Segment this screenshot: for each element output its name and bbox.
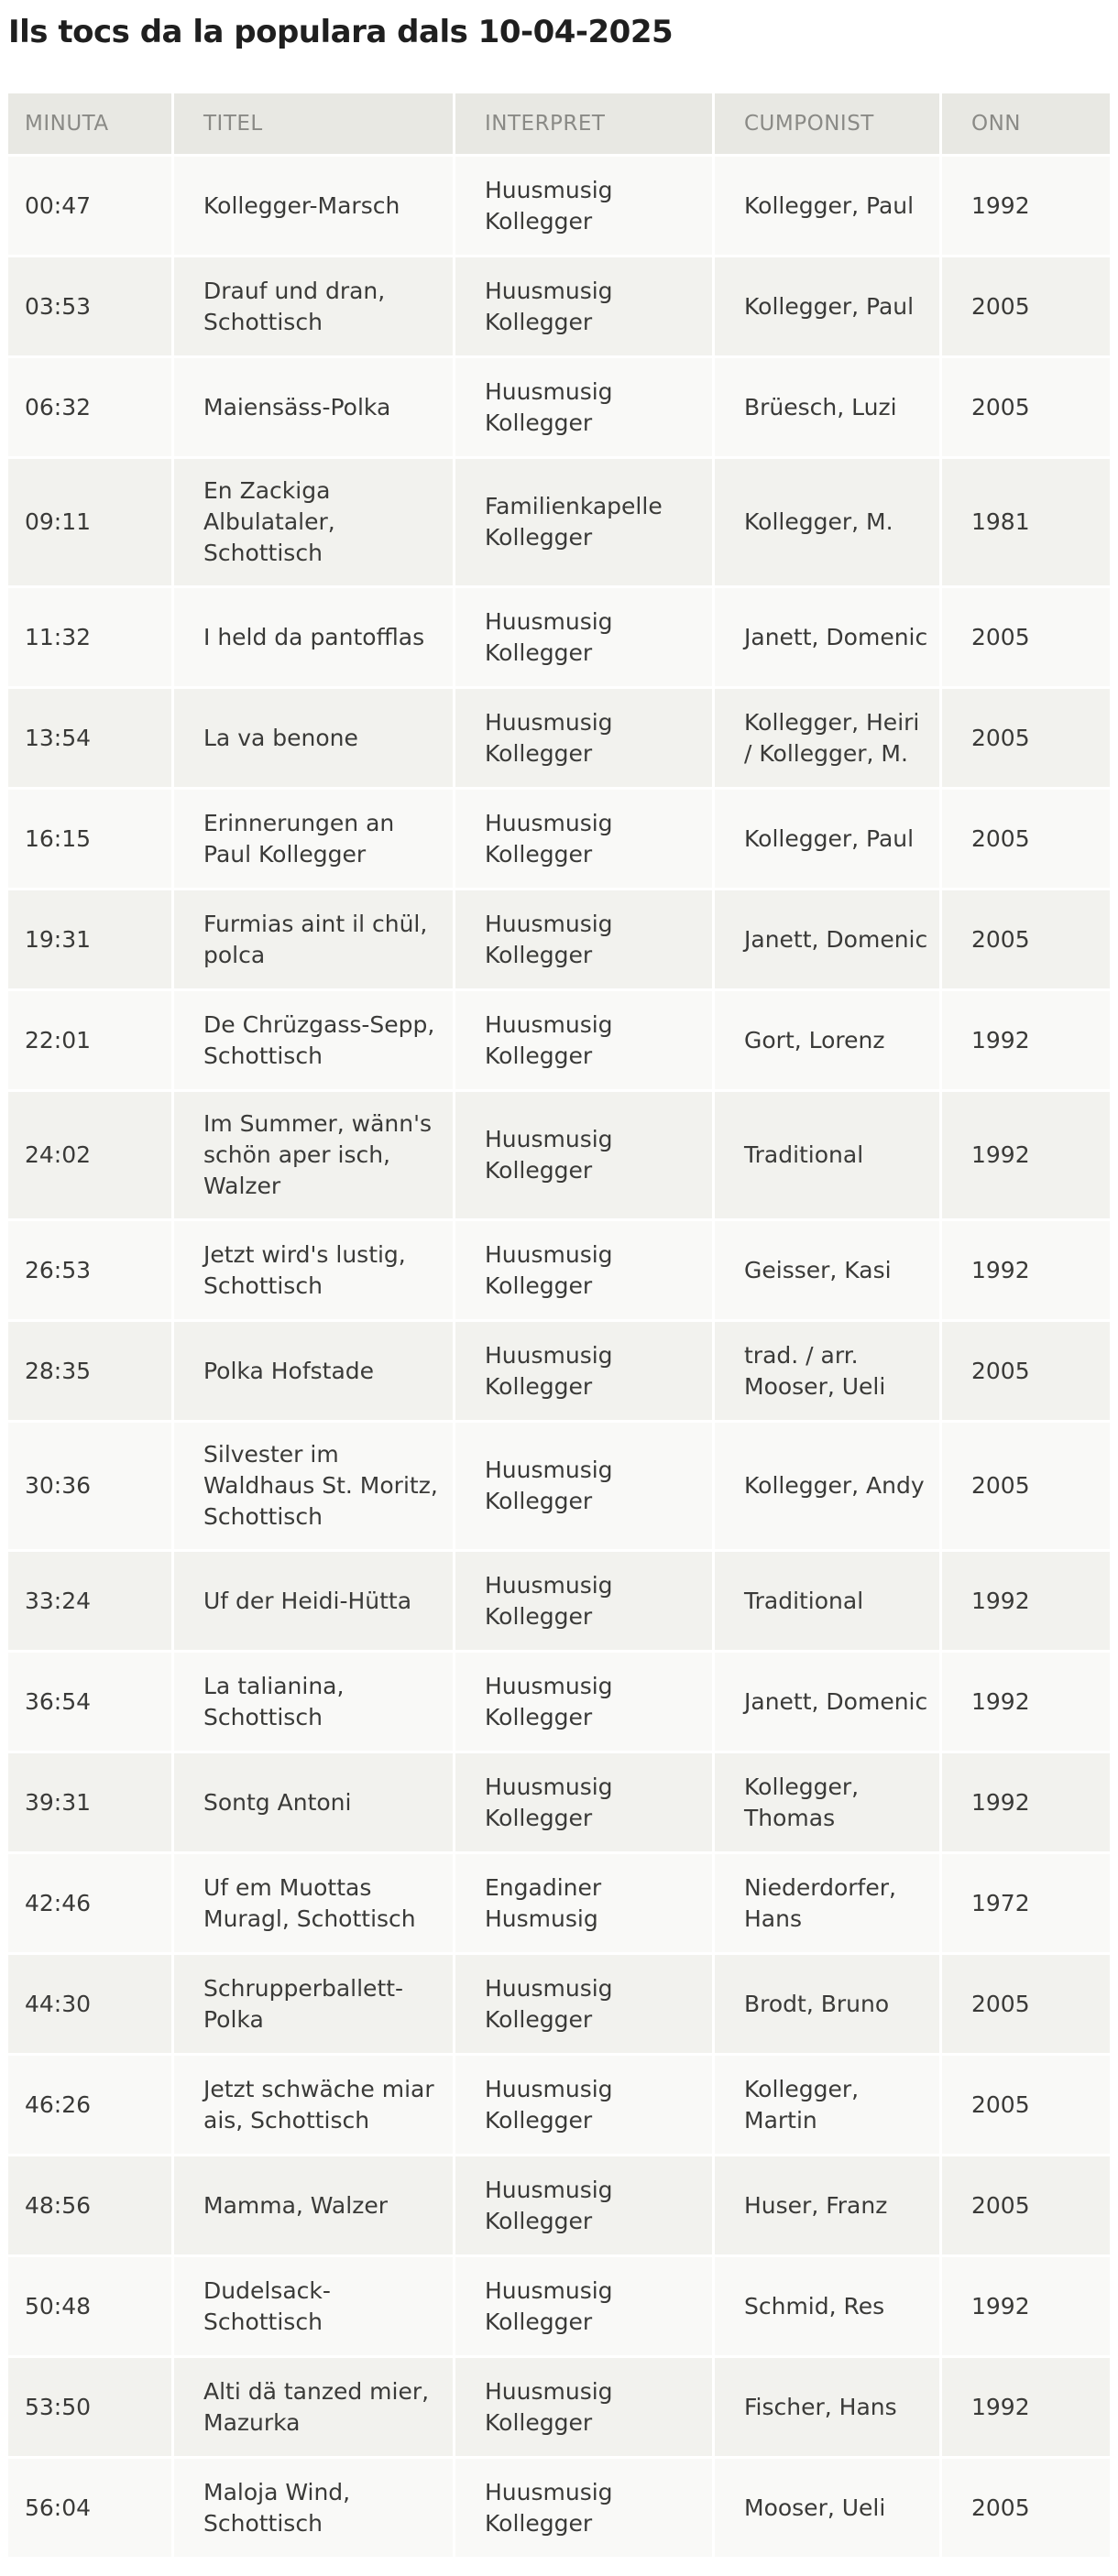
cell-cumponist: Traditional bbox=[715, 1089, 942, 1218]
cell-interpret: Huusmusig Kollegger bbox=[455, 2254, 715, 2355]
page-title: Ils tocs da la populara dals 10-04-2025 bbox=[8, 14, 674, 50]
table-row bbox=[8, 1420, 1110, 1549]
column-header-titel: TITEL bbox=[174, 93, 455, 154]
cell-titel: Im Summer, wänn's schön aper isch, Walzer bbox=[174, 1089, 455, 1218]
column-header-onn: ONN bbox=[942, 93, 1110, 154]
cell-onn: 2005 bbox=[942, 2456, 1110, 2557]
cell-onn: 1992 bbox=[942, 988, 1110, 1089]
cell-titel: Mamma, Walzer bbox=[174, 2154, 455, 2254]
cell-minuta: 56:04 bbox=[8, 2456, 174, 2557]
table-row bbox=[8, 1751, 1110, 1851]
table-body bbox=[8, 154, 1110, 2557]
cell-interpret: Huusmusig Kollegger bbox=[455, 1650, 715, 1751]
table-row bbox=[8, 1089, 1110, 1218]
cell-titel: Kollegger-Marsch bbox=[174, 154, 455, 255]
cell-cumponist: Kollegger, Andy bbox=[715, 1420, 942, 1549]
cell-onn: 1992 bbox=[942, 1650, 1110, 1751]
cell-interpret: Huusmusig Kollegger bbox=[455, 2456, 715, 2557]
cell-cumponist: Huser, Franz bbox=[715, 2154, 942, 2254]
table-row bbox=[8, 1549, 1110, 1650]
cell-titel: La va benone bbox=[174, 686, 455, 787]
cell-titel: Jetzt schwäche miar ais, Schottisch bbox=[174, 2053, 455, 2154]
cell-minuta: 36:54 bbox=[8, 1650, 174, 1751]
cell-minuta: 46:26 bbox=[8, 2053, 174, 2154]
table-row bbox=[8, 686, 1110, 787]
cell-cumponist: Janett, Domenic bbox=[715, 888, 942, 988]
cell-interpret: Huusmusig Kollegger bbox=[455, 2053, 715, 2154]
table-row bbox=[8, 1851, 1110, 1952]
cell-titel: Furmias aint il chül, polca bbox=[174, 888, 455, 988]
table-row bbox=[8, 2053, 1110, 2154]
cell-onn: 1992 bbox=[942, 2355, 1110, 2456]
cell-interpret: Huusmusig Kollegger bbox=[455, 1319, 715, 1420]
table-row bbox=[8, 1319, 1110, 1420]
cell-interpret: Huusmusig Kollegger bbox=[455, 988, 715, 1089]
cell-minuta: 30:36 bbox=[8, 1420, 174, 1549]
table-row bbox=[8, 787, 1110, 888]
cell-minuta: 03:53 bbox=[8, 255, 174, 355]
column-header-interpret: INTERPRET bbox=[455, 93, 715, 154]
table-row bbox=[8, 2254, 1110, 2355]
cell-titel: Polka Hofstade bbox=[174, 1319, 455, 1420]
cell-minuta: 11:32 bbox=[8, 585, 174, 686]
cell-cumponist: Niederdorfer, Hans bbox=[715, 1851, 942, 1952]
cell-titel: Alti dä tanzed mier, Mazurka bbox=[174, 2355, 455, 2456]
cell-interpret: Familienkapelle Kollegger bbox=[455, 456, 715, 585]
cell-titel: Sontg Antoni bbox=[174, 1751, 455, 1851]
cell-onn: 1992 bbox=[942, 154, 1110, 255]
cell-minuta: 22:01 bbox=[8, 988, 174, 1089]
cell-cumponist: Kollegger, Heiri / Kollegger, M. bbox=[715, 686, 942, 787]
cell-minuta: 48:56 bbox=[8, 2154, 174, 2254]
column-header-cumponist: CUMPONIST bbox=[715, 93, 942, 154]
playlist-table bbox=[8, 93, 1110, 2557]
cell-onn: 2005 bbox=[942, 255, 1110, 355]
cell-interpret: Huusmusig Kollegger bbox=[455, 355, 715, 456]
cell-titel: Maloja Wind, Schottisch bbox=[174, 2456, 455, 2557]
cell-titel: Uf der Heidi-Hütta bbox=[174, 1549, 455, 1650]
cell-interpret: Engadiner Husmusig bbox=[455, 1851, 715, 1952]
cell-interpret: Huusmusig Kollegger bbox=[455, 1952, 715, 2053]
table-header bbox=[8, 93, 1110, 154]
cell-interpret: Huusmusig Kollegger bbox=[455, 686, 715, 787]
cell-interpret: Huusmusig Kollegger bbox=[455, 1218, 715, 1319]
cell-minuta: 19:31 bbox=[8, 888, 174, 988]
cell-minuta: 24:02 bbox=[8, 1089, 174, 1218]
cell-cumponist: Traditional bbox=[715, 1549, 942, 1650]
cell-onn: 2005 bbox=[942, 787, 1110, 888]
cell-interpret: Huusmusig Kollegger bbox=[455, 154, 715, 255]
cell-minuta: 53:50 bbox=[8, 2355, 174, 2456]
cell-interpret: Huusmusig Kollegger bbox=[455, 1089, 715, 1218]
cell-titel: I held da pantofflas bbox=[174, 585, 455, 686]
cell-cumponist: Janett, Domenic bbox=[715, 1650, 942, 1751]
cell-cumponist: Kollegger, Martin bbox=[715, 2053, 942, 2154]
table-row bbox=[8, 2456, 1110, 2557]
cell-onn: 2005 bbox=[942, 2053, 1110, 2154]
cell-onn: 2005 bbox=[942, 355, 1110, 456]
table-row bbox=[8, 2355, 1110, 2456]
cell-titel: Silvester im Waldhaus St. Moritz, Schottisch bbox=[174, 1420, 455, 1549]
cell-cumponist: Kollegger, Paul bbox=[715, 787, 942, 888]
cell-minuta: 16:15 bbox=[8, 787, 174, 888]
cell-onn: 2005 bbox=[942, 2154, 1110, 2254]
table-row bbox=[8, 355, 1110, 456]
cell-interpret: Huusmusig Kollegger bbox=[455, 585, 715, 686]
cell-interpret: Huusmusig Kollegger bbox=[455, 255, 715, 355]
cell-cumponist: Fischer, Hans bbox=[715, 2355, 942, 2456]
cell-onn: 2005 bbox=[942, 888, 1110, 988]
cell-cumponist: Kollegger, M. bbox=[715, 456, 942, 585]
cell-titel: De Chrüzgass-Sepp, Schottisch bbox=[174, 988, 455, 1089]
cell-onn: 1992 bbox=[942, 1218, 1110, 1319]
table-row bbox=[8, 1650, 1110, 1751]
cell-onn: 2005 bbox=[942, 1420, 1110, 1549]
cell-onn: 1992 bbox=[942, 1549, 1110, 1650]
cell-onn: 2005 bbox=[942, 585, 1110, 686]
cell-interpret: Huusmusig Kollegger bbox=[455, 787, 715, 888]
table-row bbox=[8, 988, 1110, 1089]
cell-minuta: 09:11 bbox=[8, 456, 174, 585]
cell-titel: Uf em Muottas Muragl, Schottisch bbox=[174, 1851, 455, 1952]
cell-interpret: Huusmusig Kollegger bbox=[455, 1420, 715, 1549]
cell-cumponist: Gort, Lorenz bbox=[715, 988, 942, 1089]
cell-interpret: Huusmusig Kollegger bbox=[455, 1549, 715, 1650]
cell-interpret: Huusmusig Kollegger bbox=[455, 1751, 715, 1851]
cell-cumponist: Mooser, Ueli bbox=[715, 2456, 942, 2557]
cell-onn: 1992 bbox=[942, 2254, 1110, 2355]
cell-minuta: 00:47 bbox=[8, 154, 174, 255]
cell-minuta: 39:31 bbox=[8, 1751, 174, 1851]
header-row bbox=[8, 93, 1110, 154]
cell-minuta: 06:32 bbox=[8, 355, 174, 456]
cell-cumponist: trad. / arr. Mooser, Ueli bbox=[715, 1319, 942, 1420]
cell-minuta: 33:24 bbox=[8, 1549, 174, 1650]
cell-minuta: 28:35 bbox=[8, 1319, 174, 1420]
cell-cumponist: Kollegger, Paul bbox=[715, 255, 942, 355]
table-row bbox=[8, 154, 1110, 255]
cell-titel: Drauf und dran, Schottisch bbox=[174, 255, 455, 355]
cell-minuta: 26:53 bbox=[8, 1218, 174, 1319]
cell-minuta: 13:54 bbox=[8, 686, 174, 787]
cell-minuta: 50:48 bbox=[8, 2254, 174, 2355]
cell-titel: Erinnerungen an Paul Kollegger bbox=[174, 787, 455, 888]
cell-titel: Dudelsack-Schottisch bbox=[174, 2254, 455, 2355]
cell-onn: 1992 bbox=[942, 1751, 1110, 1851]
cell-cumponist: Kollegger, Paul bbox=[715, 154, 942, 255]
table-row bbox=[8, 2154, 1110, 2254]
cell-onn: 1981 bbox=[942, 456, 1110, 585]
cell-cumponist: Brüesch, Luzi bbox=[715, 355, 942, 456]
cell-onn: 2005 bbox=[942, 1319, 1110, 1420]
cell-titel: En Zackiga Albulataler, Schottisch bbox=[174, 456, 455, 585]
table-row bbox=[8, 1952, 1110, 2053]
cell-onn: 2005 bbox=[942, 686, 1110, 787]
cell-cumponist: Schmid, Res bbox=[715, 2254, 942, 2355]
table-row bbox=[8, 456, 1110, 585]
cell-cumponist: Geisser, Kasi bbox=[715, 1218, 942, 1319]
cell-titel: Maiensäss-Polka bbox=[174, 355, 455, 456]
cell-interpret: Huusmusig Kollegger bbox=[455, 2154, 715, 2254]
table-row bbox=[8, 888, 1110, 988]
cell-titel: Schrupperballett-Polka bbox=[174, 1952, 455, 2053]
column-header-minuta: MINUTA bbox=[8, 93, 174, 154]
cell-minuta: 42:46 bbox=[8, 1851, 174, 1952]
cell-onn: 1972 bbox=[942, 1851, 1110, 1952]
cell-titel: La talianina, Schottisch bbox=[174, 1650, 455, 1751]
table-row bbox=[8, 585, 1110, 686]
table-row bbox=[8, 255, 1110, 355]
cell-interpret: Huusmusig Kollegger bbox=[455, 888, 715, 988]
cell-minuta: 44:30 bbox=[8, 1952, 174, 2053]
cell-onn: 1992 bbox=[942, 1089, 1110, 1218]
cell-cumponist: Kollegger, Thomas bbox=[715, 1751, 942, 1851]
cell-titel: Jetzt wird's lustig, Schottisch bbox=[174, 1218, 455, 1319]
cell-onn: 2005 bbox=[942, 1952, 1110, 2053]
cell-interpret: Huusmusig Kollegger bbox=[455, 2355, 715, 2456]
table-row bbox=[8, 1218, 1110, 1319]
cell-cumponist: Janett, Domenic bbox=[715, 585, 942, 686]
cell-cumponist: Brodt, Bruno bbox=[715, 1952, 942, 2053]
